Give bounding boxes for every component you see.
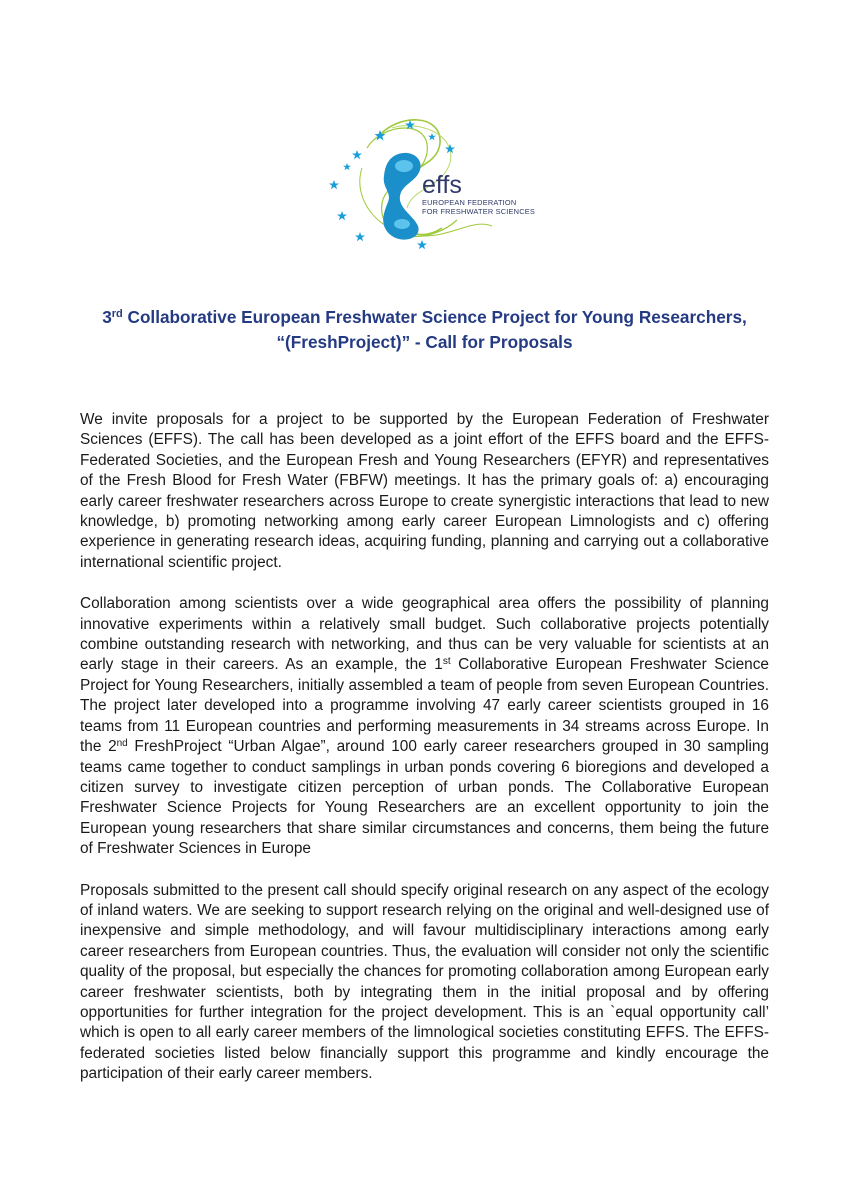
page-title <box>60 305 789 355</box>
title-ordinal: 3 <box>102 307 112 327</box>
paragraph-2-sup-2: nd <box>116 738 128 750</box>
logo-subtitle-line2: FOR FRESHWATER SCIENCES <box>422 207 536 216</box>
paragraph-2-part-a: Collaboration among scientists over a wide geographical area offers the possibility of planning innovative experiments within a relatively small budget. Such collaborative projects potentially combine outstanding research with networking, and thus can be very valuable for scientists at an early stage in their careers. As an example, the 1 <box>80 595 769 674</box>
title-line1 <box>102 307 747 327</box>
logo-subtitle-line1: EUROPEAN FEDERATION <box>422 198 517 207</box>
title-line1-text: Collaborative European Freshwater Science Project for Young Researchers, <box>122 307 747 327</box>
title-ordinal-suffix: rd <box>111 308 123 320</box>
logo-wordmark: effs <box>422 171 462 199</box>
paragraph-1: We invite proposals for a project to be supported by the European Federation of Freshwater Sciences (EFFS). The call has been developed as a joint effort of the EFFS board and the EFFS-Federated Societies, and the European Fresh and Young Researchers (EFYR) and representatives of the Fresh Blood for Fresh Water (FBFW) meetings. It has the primary goals of: a) encouraging early career freshwater researchers across Europe to create synergistic interactions that lead to new knowledge, b) promoting networking among early career European Limnologists and c) offering experience in generating research ideas, acquiring funding, planning and carrying out a collaborative international scientific project. <box>80 411 769 571</box>
effs-logo <box>322 108 536 256</box>
paragraph-2-part-c: FreshProject “Urban Algae”, around 100 early career researchers grouped in 30 sampling teams came together to conduct samplings in urban ponds covering 6 bioregions and developed a citizen survey to investigate citizen perception of urban ponds. The Collaborative European Freshwater Science Projects for Young Researchers are an excellent opportunity to join the European young researchers that share similar circumstances and concerns, them being the future of Freshwater Sciences in Europe <box>80 738 769 858</box>
document-body <box>80 410 769 1106</box>
logo-text-block <box>422 172 535 216</box>
title-line2: “(FreshProject)” - Call for Proposals <box>276 332 573 352</box>
paragraph-2 <box>80 594 769 859</box>
paragraph-2-part-b: Collaborative European Freshwater Science Project for Young Researchers, initially assembled a team of people from seven European Countries. The project later developed into a programme involving 47 early career scientists grouped in 16 teams from 11 European countries and performing measurements in 34 streams across Europe. In the 2 <box>80 656 769 756</box>
paragraph-3: Proposals submitted to the present call should specify original research on any aspect of the ecology of inland waters. We are seeking to support research relying on the original and well-designed use of inexpensive and simple methodology, and will favour multidisciplinary interactions among early career researchers from European countries. Thus, the evaluation will consider not only the scientific quality of the proposal, but especially the chances for promoting collaboration among European early career freshwater scientists, both by integrating them in the initial proposal and by offering opportunities for further integration for the project development. This is an `equal opportunity call’ which is open to all early career members of the limnological societies constituting EFFS. The EFFS-federated societies listed below financially support this programme and kindly encourage the participation of their early career members. <box>80 881 769 1083</box>
paragraph-2-sup-1: st <box>442 656 451 668</box>
